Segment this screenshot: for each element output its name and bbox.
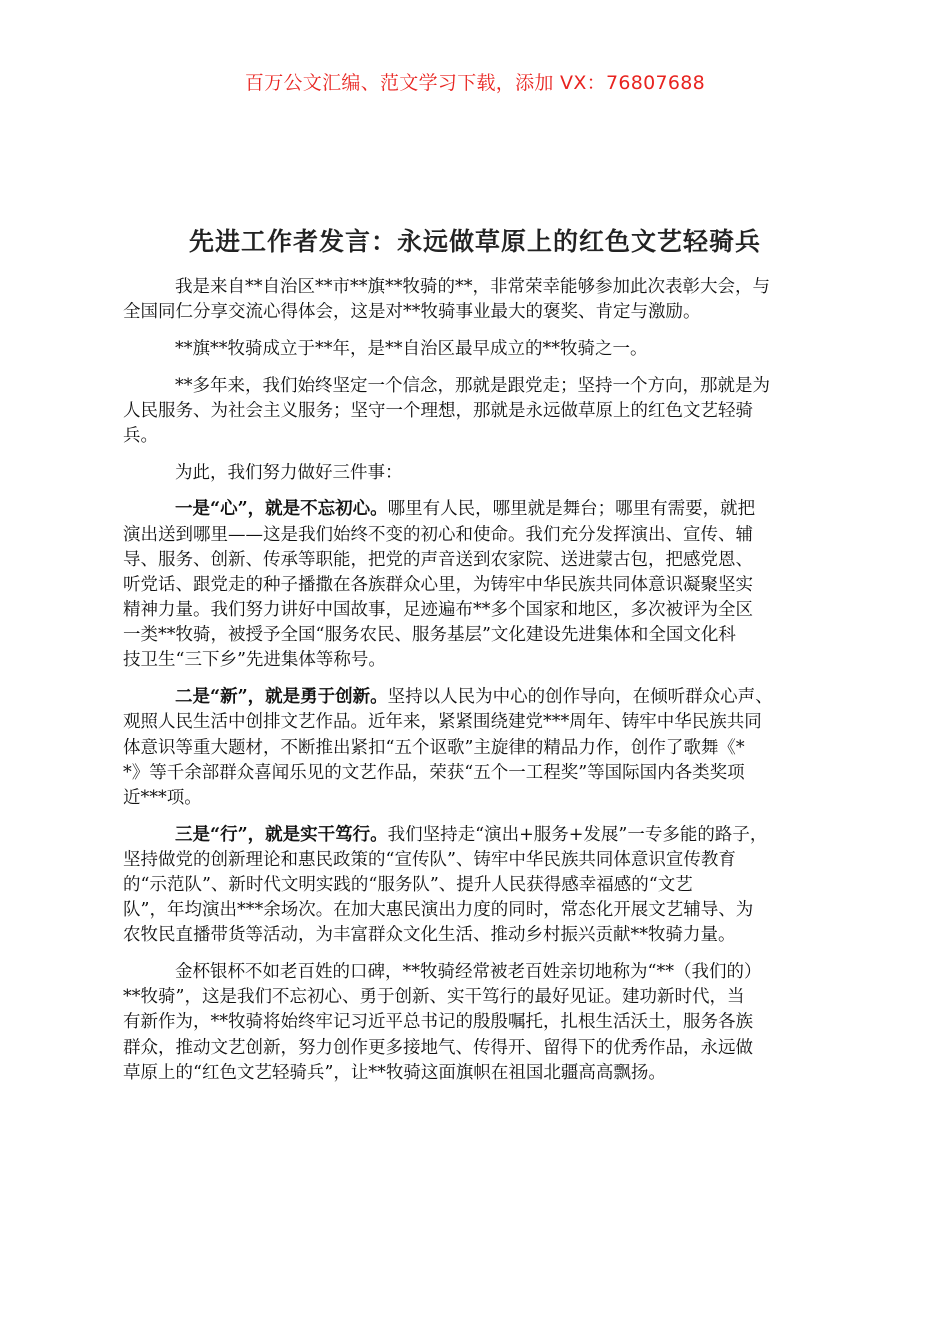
line-text: 近***项。 <box>123 787 202 808</box>
line-text: 群众，推动文艺创新，努力创作更多接地气、传得开、留得下的优秀作品，永远做 <box>123 1037 753 1058</box>
line-text: **多年来，我们始终坚定一个信念，那就是跟党走；坚持一个方向，那就是为 <box>175 375 770 396</box>
line-text: 金杯银杯不如老百姓的口碑，**牧骑经常被老百姓亲切地称为“**（我们的） <box>175 962 762 982</box>
paragraph-line <box>123 548 843 573</box>
watermark-header: 百万公文汇编、范文学习下载，添加 VX：76807688 <box>244 72 706 94</box>
paragraph <box>123 374 843 450</box>
paragraph-line <box>123 823 843 848</box>
paragraph-line <box>123 786 843 811</box>
paragraph-line <box>123 337 843 362</box>
line-text: 坚持做党的创新理论和惠民政策的“宣传队”、铸牢中华民族共同体意识宣传教育 <box>123 849 736 870</box>
document-title: 先进工作者发言：永远做草原上的红色文艺轻骑兵 <box>188 227 761 256</box>
line-text: 我是来自**自治区**市**旗**牧骑的**，非常荣幸能够参加此次表彰大会，与 <box>175 277 770 297</box>
paragraph-line <box>123 598 843 623</box>
line-text: 演出送到哪里——这是我们始终不变的初心和使命。我们充分发挥演出、宣传、辅 <box>123 524 753 545</box>
paragraph <box>123 497 843 673</box>
paragraph-line <box>123 424 843 449</box>
line-text: 有新作为，**牧骑将始终牢记习近平总书记的殷殷嘱托，扎根生活沃土，服务各族 <box>123 1012 753 1033</box>
line-text: **旗**牧骑成立于**年，是**自治区最早成立的**牧骑之一。 <box>175 338 648 359</box>
paragraph <box>123 685 843 811</box>
paragraph-line <box>123 399 843 424</box>
line-text: 哪里有人民，哪里就是舞台；哪里有需要，就把 <box>387 499 756 520</box>
line-text: 草原上的“红色文艺轻骑兵”，让**牧骑这面旗帜在祖国北疆高高飘扬。 <box>123 1062 666 1083</box>
line-text: *》等千余部群众喜闻乐见的文艺作品，荣获“五个一工程奖”等国际国内各类奖项 <box>123 762 745 783</box>
line-text: 技卫生“三下乡”先进集体等称号。 <box>123 650 386 671</box>
paragraph-line <box>123 761 843 786</box>
paragraph-line <box>123 275 843 300</box>
paragraph-line <box>123 300 843 325</box>
paragraph <box>123 461 843 486</box>
line-text: 的“示范队”、新时代文明实践的“服务队”、提升人民获得感幸福感的“文艺 <box>123 874 693 895</box>
paragraph-line <box>123 960 843 985</box>
line-text: 队”，年均演出***余场次。在加大惠民演出力度的同时，常态化开展文艺辅导、为 <box>123 900 754 921</box>
paragraph-line <box>123 923 843 948</box>
line-text: 我们坚持走“演出+服务+发展”一专多能的路子， <box>387 824 768 845</box>
line-text: 农牧民直播带货等活动，为丰富群众文化生活、推动乡村振兴贡献**牧骑力量。 <box>123 925 736 946</box>
line-text: **牧骑”，这是我们不忘初心、勇于创新、实干笃行的最好见证。建功新时代，当 <box>123 987 745 1008</box>
paragraph-line <box>123 685 843 710</box>
document-body <box>123 275 843 1097</box>
paragraph-line <box>123 985 843 1010</box>
paragraph-line <box>123 374 843 399</box>
line-text: 听党话、跟党走的种子播撒在各族群众心里，为铸牢中华民族共同体意识凝聚坚实 <box>123 574 753 595</box>
paragraph-line <box>123 573 843 598</box>
line-text: 体意识等重大题材，不断推出紧扣“五个讴歌”主旋律的精品力作，创作了歌舞《* <box>123 737 745 758</box>
paragraph-lead: 三是“行”，就是实干笃行。 <box>175 824 388 845</box>
paragraph-line <box>123 898 843 923</box>
paragraph-line <box>123 1061 843 1086</box>
paragraph <box>123 823 843 949</box>
line-text: 观照人民生活中创排文艺作品。近年来，紧紧围绕建党***周年、铸牢中华民族共同 <box>123 712 762 733</box>
paragraph-line <box>123 710 843 735</box>
paragraph-lead: 一是“心”，就是不忘初心。 <box>175 499 388 520</box>
paragraph-line <box>123 736 843 761</box>
paragraph <box>123 275 843 325</box>
line-text: 坚持以人民为中心的创作导向，在倾听群众心声、 <box>387 687 773 708</box>
paragraph-line <box>123 523 843 548</box>
line-text: 为此，我们努力做好三件事： <box>175 462 403 483</box>
line-text: 兵。 <box>123 425 158 446</box>
line-text: 全国同仁分享交流心得体会，这是对**牧骑事业最大的褒奖、肯定与激励。 <box>123 302 701 323</box>
paragraph-line <box>123 497 843 522</box>
paragraph-line <box>123 1010 843 1035</box>
paragraph-line <box>123 648 843 673</box>
line-text: 精神力量。我们努力讲好中国故事，足迹遍布**多个国家和地区，多次被评为全区 <box>123 600 753 621</box>
paragraph <box>123 337 843 362</box>
paragraph-line <box>123 1036 843 1061</box>
paragraph-lead: 二是“新”，就是勇于创新。 <box>175 687 388 708</box>
line-text: 导、服务、创新、传承等职能，把党的声音送到农家院、送进蒙古包，把感党恩、 <box>123 549 753 570</box>
line-text: 一类**牧骑，被授予全国“服务农民、服务基层”文化建设先进集体和全国文化科 <box>123 625 736 646</box>
paragraph-line <box>123 461 843 486</box>
line-text: 人民服务、为社会主义服务；坚守一个理想，那就是永远做草原上的红色文艺轻骑 <box>123 400 753 421</box>
paragraph-line <box>123 873 843 898</box>
paragraph <box>123 960 843 1086</box>
paragraph-line <box>123 623 843 648</box>
paragraph-line <box>123 848 843 873</box>
